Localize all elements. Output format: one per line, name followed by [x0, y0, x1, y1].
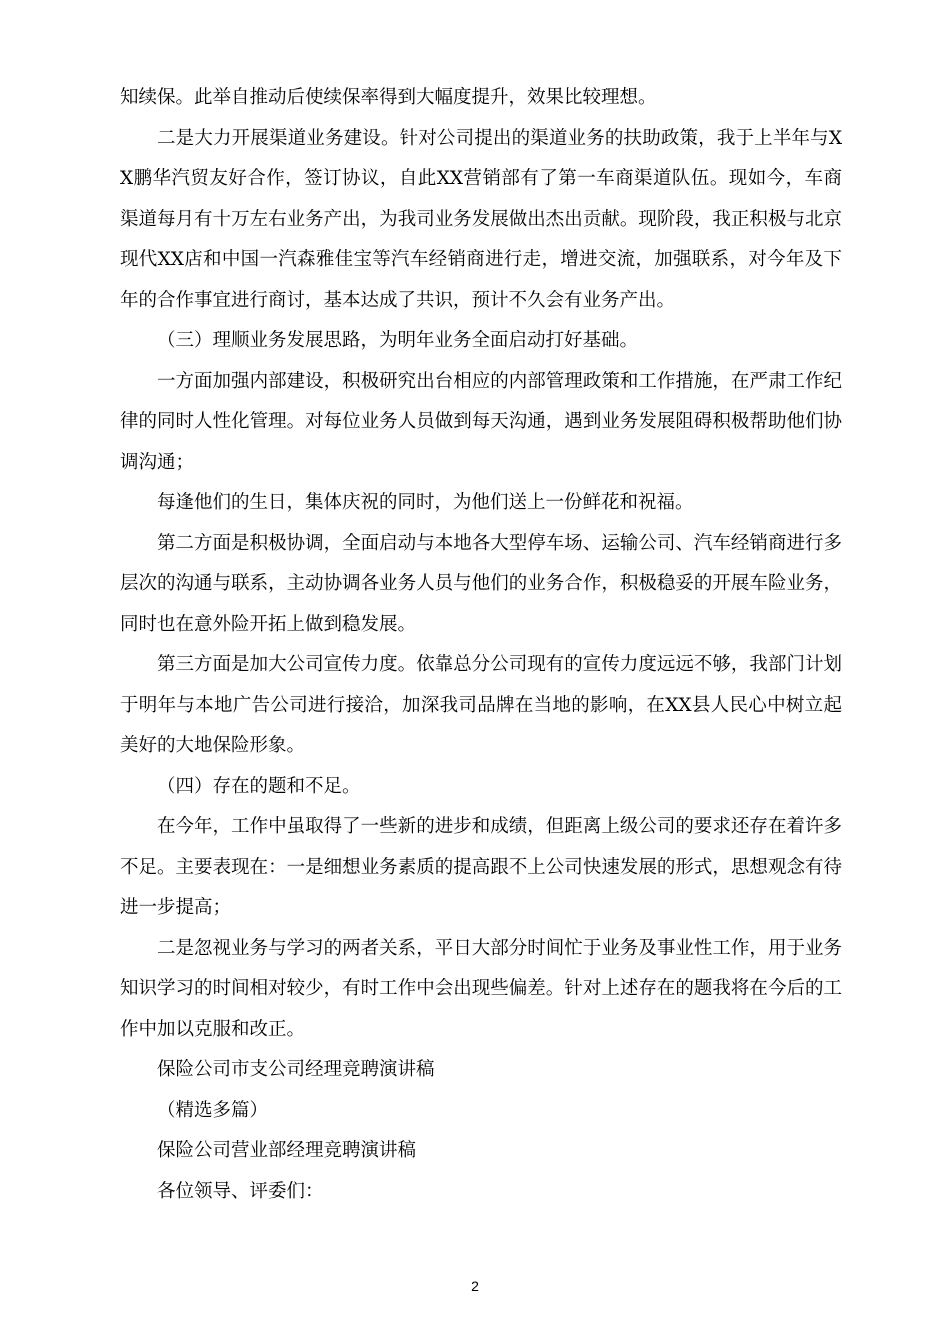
- paragraph-2: 二是大力开展渠道业务建设。针对公司提出的渠道业务的扶助政策，我于上半年与XX鹏华汽贸友好合作，签订协议，自此XX营销部有了第一车商渠道队伍。现如今，车商渠道每月有十万左右业务产出，为我司业务发展做出杰出贡献。现阶段，我正积极与北京现代XX店和中国一汽森雅佳宝等汽车经销商进行走，增进交流，加强联系，对今年及下年的合作事宜进行商讨，基本达成了共识，预计不久会有业务产出。: [120, 127, 842, 311]
- paragraph-6: 第二方面是积极协调，全面启动与本地各大型停车场、运输公司、汽车经销商进行多层次的沟通与联系，主动协调各业务人员与他们的业务合作，积极稳妥的开展车险业务，同时也在意外险开拓上做到稳发展。: [120, 532, 842, 635]
- section-heading-3: （三）理顺业务发展思路，为明年业务全面启动打好基础。: [157, 330, 639, 351]
- article-subtitle: （精选多篇）: [157, 1099, 269, 1121]
- paragraph-10: 二是忽视业务与学习的两者关系，平日大部分时间忙于业务及事业性工作，用于业务知识学习的时间相对较少，有时工作中会出现些偏差。针对上述存在的题我将在今后的工作中加以克服和改正。: [120, 937, 842, 1040]
- section-heading-4: （四）存在的题和不足。: [157, 775, 361, 797]
- paragraph-9: 在今年，工作中虽取得了一些新的进步和成绩，但距离上级公司的要求还存在着许多不足。主要表现在：一是细想业务素质的提高跟不上公司快速发展的形式，思想观念有待进一步提高；: [120, 816, 842, 918]
- paragraph-7: 第三方面是加大公司宣传力度。依靠总分公司现有的宣传力度远远不够，我部门计划于明年与本地广告公司进行接洽，加深我司品牌在当地的影响，在XX县人民心中树立起美好的大地保险形象。: [120, 654, 842, 756]
- article-title: 保险公司市支公司经理竞聘演讲稿: [157, 1059, 435, 1080]
- speech-title: 保险公司营业部经理竞聘演讲稿: [157, 1140, 417, 1161]
- paragraph-5: 每逢他们的生日，集体庆祝的同时，为他们送上一份鲜花和祝福。: [157, 492, 694, 513]
- paragraph-4: 一方面加强内部建设，积极研究出台相应的内部管理政策和工作措施，在严肃工作纪律的同时人性化管理。对每位业务人员做到每天沟通，遇到业务发展阻碍积极帮助他们协调沟通；: [120, 370, 842, 473]
- page-number: 2: [471, 1278, 479, 1294]
- document-body: [120, 78, 842, 1212]
- paragraph-1: 知续保。此举自推动后使续保率得到大幅度提升，效果比较理想。: [120, 87, 657, 108]
- salutation: 各位领导、评委们：: [157, 1180, 324, 1202]
